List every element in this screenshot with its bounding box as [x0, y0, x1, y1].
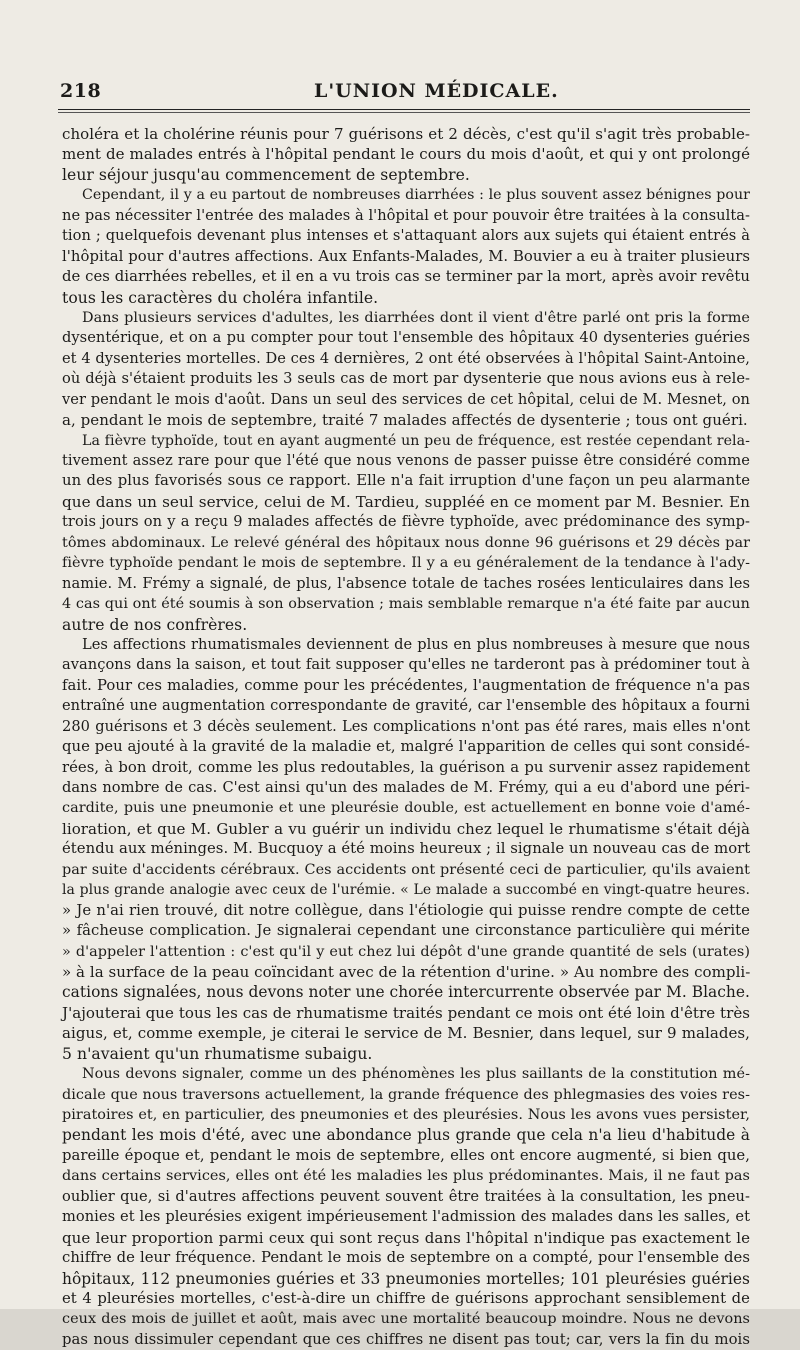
text-line: tous les caractères du choléra infantile. — [62, 288, 379, 307]
text-line: 4 cas qui ont été soumis à son observation ; mais semblable remarque n'a été faite par aucun — [62, 596, 750, 613]
text-line: monies et les pleurésies exigent impérieusement l'admission des malades dans les salles, et — [62, 1208, 750, 1226]
text-line: 280 guérisons et 3 décès seulement. Les complications n'ont pas été rares, mais elles n'ont — [62, 717, 750, 735]
text-line: dans certains services, elles ont été les maladies les plus prédominantes. Mais, il ne faut pas — [62, 1168, 750, 1185]
text-line: La fièvre typhoïde, tout en ayant augmenté un peu de fréquence, est restée cependant rela- — [82, 432, 750, 449]
text-line: fièvre typhoïde pendant le mois de septembre. Il y a eu généralement de la tendance à l'ady- — [62, 555, 750, 572]
text-line: Nous devons signaler, comme un des phénomènes les plus saillants de la constitution mé- — [82, 1066, 750, 1083]
text-line: tivement assez rare pour que l'été que nous venons de passer puisse être considéré comme — [62, 452, 750, 469]
text-line: dysentérique, et on a pu compter pour tout l'ensemble des hôpitaux 40 dysenteries guéries — [62, 329, 750, 347]
text-line: de ces diarrhées rebelles, et il en a vu trois cas se terminer par la mort, après avoir revêtu — [62, 268, 750, 286]
text-line: chiffre de leur fréquence. Pendant le mois de septembre on a compté, pour l'ensemble des — [62, 1249, 750, 1267]
text-line: cations signalées, nous devons noter une chorée intercurrente observée par M. Blache. — [62, 983, 750, 1002]
text-line: » fâcheuse complication. Je signalerai cependant une circonstance particulière qui mérite — [62, 922, 750, 940]
text-line: choléra et la cholérine réunis pour 7 guérisons et 2 décès, c'est qu'il s'agit très probable- — [62, 125, 750, 143]
text-line: cardite, puis une pneumonie et une pleurésie double, est actuellement en bonne voie d'amé- — [62, 800, 750, 817]
text-line: J'ajouterai que tous les cas de rhumatisme traités pendant ce mois ont été loin d'être très — [62, 1003, 750, 1022]
text-line: entraîné une augmentation correspondante de gravité, car l'ensemble des hôpitaux a fourni — [62, 697, 750, 715]
text-line: ment de malades entrés à l'hôpital pendant le cours du mois d'août, et qui y ont prolongé — [62, 145, 750, 164]
text-line: leur séjour jusqu'au commencement de septembre. — [62, 165, 470, 184]
text-line: oublier que, si d'autres affections peuvent souvent être traitées à la consultation, les pneu- — [62, 1187, 750, 1205]
text-line: » Je n'ai rien trouvé, dit notre collègue, dans l'étiologie qui puisse rendre compte de cette — [62, 901, 750, 919]
running-title: L'UNION MÉDICALE. — [314, 80, 559, 102]
text-line: ne pas nécessiter l'entrée des malades à l'hôpital et pour pouvoir être traitées à la consulta- — [62, 206, 750, 224]
page-number: 218 — [60, 80, 102, 102]
text-line: ceux des mois de juillet et août, mais avec une mortalité beaucoup moindre. Nous ne devons — [62, 1311, 750, 1328]
text-line: que peu ajouté à la gravité de la maladie et, malgré l'apparition de celles qui sont considé- — [62, 738, 750, 756]
text-line: trois jours on y a reçu 9 malades affectés de fièvre typhoïde, avec prédominance des symp- — [62, 513, 750, 531]
header-rule-thin — [58, 112, 750, 113]
text-line: autre de nos confrères. — [62, 615, 248, 634]
text-line: dicale que nous traversons actuellement, la grande fréquence des phlegmasies des voies res- — [62, 1086, 750, 1103]
text-line: la plus grande analogie avec ceux de l'urémie. « Le malade a succombé en vingt-quatre heures. — [62, 882, 750, 899]
article-body — [62, 124, 750, 1350]
text-line: 5 n'avaient qu'un rhumatisme subaigu. — [62, 1044, 373, 1063]
text-line: rées, à bon droit, comme les plus redoutables, la guérison a pu survenir assez rapidement — [62, 758, 750, 776]
text-line: namie. M. Frémy a signalé, de plus, l'absence totale de taches rosées lenticulaires dans les — [62, 574, 750, 592]
text-line: étendu aux méninges. M. Bucquoy a été moins heureux ; il signale un nouveau cas de mort — [62, 840, 751, 858]
text-line: et 4 pleurésies mortelles, c'est-à-dire un chiffre de guérisons approchant sensiblement de — [62, 1289, 750, 1307]
text-line: et 4 dysenteries mortelles. De ces 4 dernières, 2 ont été observées à l'hôpital Saint-Antoine, — [62, 349, 750, 367]
text-line: pendant les mois d'été, avec une abondance plus grande que cela n'a lieu d'habitude à — [62, 1126, 750, 1145]
text-line: aigus, et, comme exemple, je citerai le service de M. Besnier, dans lequel, sur 9 malades, — [62, 1024, 750, 1043]
text-line: lioration, et que M. Gubler a vu guérir un individu chez lequel le rhumatisme s'était déjà — [62, 819, 750, 838]
text-line: ver pendant le mois d'août. Dans un seul des services de cet hôpital, celui de M. Mesnet, on — [62, 390, 750, 408]
text-line: que dans un seul service, celui de M. Tardieu, suppléé en ce moment par M. Besnier. En — [62, 492, 750, 511]
text-line: hôpitaux, 112 pneumonies guéries et 33 pneumonies mortelles; 101 pleurésies guéries — [62, 1269, 750, 1288]
page-header — [58, 80, 748, 102]
text-line: » à la surface de la peau coïncidant avec de la rétention d'urine. » Au nombre des compli- — [62, 962, 751, 981]
text-line: où déjà s'étaient produits les 3 seuls cas de mort par dysenterie que nous avions eus à rele- — [62, 370, 750, 388]
text-line: un des plus favorisés sous ce rapport. Elle n'a fait irruption d'une façon un peu alarmante — [62, 472, 750, 490]
text-line: Les affections rhumatismales deviennent de plus en plus nombreuses à mesure que nous — [82, 635, 750, 653]
text-line: dans nombre de cas. C'est ainsi qu'un des malades de M. Frémy, qui a eu d'abord une péri- — [62, 779, 750, 796]
text-line: pas nous dissimuler cependant que ces chiffres ne disent pas tout; car, vers la fin du mois — [62, 1330, 750, 1348]
text-line: l'hôpital pour d'autres affections. Aux Enfants-Malades, M. Bouvier a eu à traiter plusieurs — [62, 247, 750, 265]
text-line: tômes abdominaux. Le relevé général des hôpitaux nous donne 96 guérisons et 29 décès par — [62, 534, 750, 551]
text-line: tion ; quelquefois devenant plus intenses et s'attaquant alors aux sujets qui étaient entrés à — [62, 227, 750, 245]
text-line: piratoires et, en particulier, des pneumonies et des pleurésies. Nous les avons vues persister, — [62, 1107, 750, 1123]
text-line: Cependant, il y a eu partout de nombreuses diarrhées : le plus souvent assez bénignes pour — [82, 187, 750, 204]
text-line: pareille époque et, pendant le mois de septembre, elles ont encore augmenté, si bien que, — [62, 1146, 750, 1164]
text-line: » d'appeler l'attention : c'est qu'il y eut chez lui dépôt d'une grande quantité de sels (urates) — [62, 943, 750, 960]
text-line: a, pendant le mois de septembre, traité 7 malades affectés de dysenterie ; tous ont guéri. — [62, 411, 748, 430]
header-rule — [58, 109, 750, 110]
text-line: que leur proportion parmi ceux qui sont reçus dans l'hôpital n'indique pas exactement le — [62, 1228, 750, 1247]
text-line: Dans plusieurs services d'adultes, les diarrhées dont il vient d'être parlé ont pris la forme — [82, 309, 750, 326]
text-line: par suite d'accidents cérébraux. Ces accidents ont présenté ceci de particulier, qu'ils avaient — [62, 861, 750, 878]
text-line: fait. Pour ces maladies, comme pour les précédentes, l'augmentation de fréquence n'a pas — [62, 676, 750, 694]
text-line: avançons dans la saison, et tout fait supposer qu'elles ne tarderont pas à prédominer tout à — [62, 656, 750, 674]
